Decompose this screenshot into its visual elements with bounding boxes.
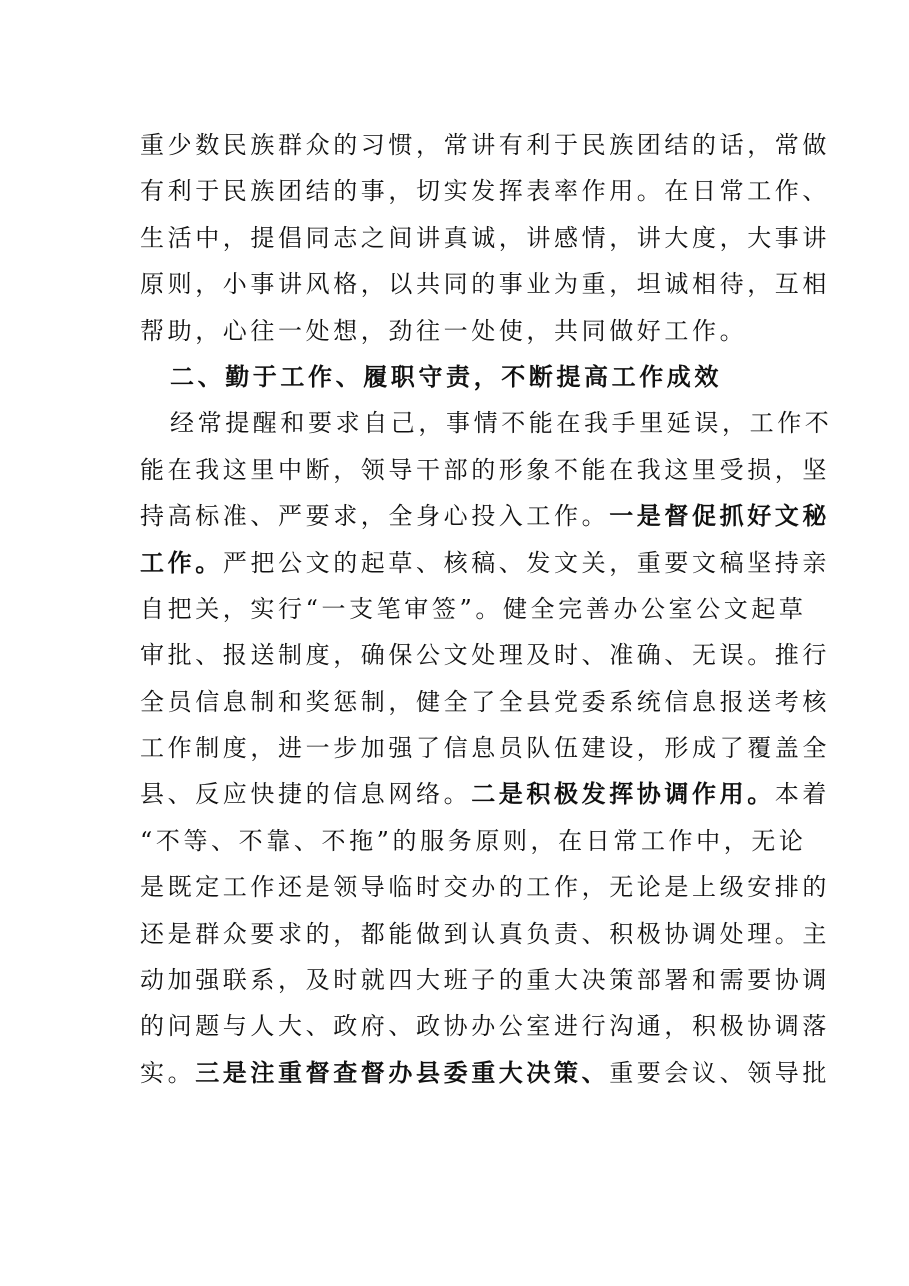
section-heading-text: 二、勤于工作、履职守责，不断提高工作成效 — [170, 361, 722, 391]
paragraph-line — [140, 725, 830, 771]
text-run: 持高标准、严要求，全身心投入工作。 — [140, 502, 610, 531]
text-run: 工作制度，进一步加强了信息员队伍建设，形成了覆盖全 — [140, 734, 830, 763]
bold-text-run: 一是督促抓好文秘 — [609, 501, 831, 531]
paragraph-line — [140, 679, 830, 725]
text-run: 县、反应快捷的信息网络。 — [140, 780, 472, 809]
text-run: 生活中，提倡同志之间讲真诚，讲感情，讲大度，大事讲 — [140, 223, 830, 252]
text-run: 动加强联系，及时就四大班子的重大决策部署和需要协调 — [140, 966, 830, 995]
text-run: 帮助，心往一处想，劲往一处使，共同做好工作。 — [140, 316, 748, 345]
paragraph-line — [140, 168, 830, 214]
paragraph-line — [140, 586, 807, 632]
paragraph-line — [140, 911, 830, 957]
text-run: 的问题与人大、政府、政协办公室进行沟通，积极协调落 — [140, 1012, 830, 1041]
text-run: 还是群众要求的，都能做到认真负责、积极协调处理。主 — [140, 919, 830, 948]
paragraph-line — [140, 215, 830, 261]
text-run: 自把关，实行“一支笔审签”。健全完善办公室公文起草 — [140, 594, 807, 623]
paragraph-line — [140, 261, 830, 307]
text-run: “不等、不靠、不拖”的服务原则，在日常工作中，无论 — [140, 826, 807, 855]
section-heading — [140, 354, 772, 400]
bold-text-run: 二是积极发挥协调作用。 — [471, 779, 775, 809]
paragraph-line — [140, 818, 807, 864]
text-run: 审批、报送制度，确保公文处理及时、准确、无误。推行 — [140, 641, 830, 670]
text-run: 重少数民族群众的习惯，常讲有利于民族团结的话，常做 — [140, 131, 830, 159]
paragraph-line — [140, 447, 830, 493]
paragraph-line — [140, 771, 831, 817]
text-run: 严把公文的起草、核稿、发文关，重要文稿坚持亲 — [222, 548, 831, 577]
text-run: 实。 — [140, 1058, 196, 1087]
paragraph-line — [140, 493, 831, 539]
text-run: 重要会议、领导批 — [609, 1058, 831, 1087]
paragraph-line — [140, 1003, 830, 1049]
paragraph-line — [140, 308, 772, 354]
paragraph-line — [140, 1050, 831, 1096]
text-run: 是既定工作还是领导临时交办的工作，无论是上级安排的 — [140, 873, 830, 902]
paragraph-line — [140, 632, 830, 678]
text-run: 全员信息制和奖惩制，健全了全县党委系统信息报送考核 — [140, 687, 830, 716]
text-run: 经常提醒和要求自己，事情不能在我手里延误，工作不 — [170, 409, 833, 438]
text-run: 原则，小事讲风格，以共同的事业为重，坦诚相待，互相 — [140, 270, 830, 299]
text-run: 本着 — [774, 780, 831, 809]
paragraph-line — [140, 122, 830, 168]
paragraph-line — [140, 957, 830, 1003]
bold-text-run: 工作。 — [140, 547, 223, 577]
paragraph-line — [140, 400, 833, 446]
text-run: 能在我这里中断，领导干部的形象不能在我这里受损，坚 — [140, 455, 830, 484]
paragraph-line — [140, 864, 830, 910]
bold-text-run: 三是注重督查督办县委重大决策、 — [195, 1057, 610, 1087]
text-run: 有利于民族团结的事，切实发挥表率作用。在日常工作、 — [140, 177, 830, 206]
paragraph-line — [140, 540, 831, 586]
document-body — [140, 122, 833, 1096]
